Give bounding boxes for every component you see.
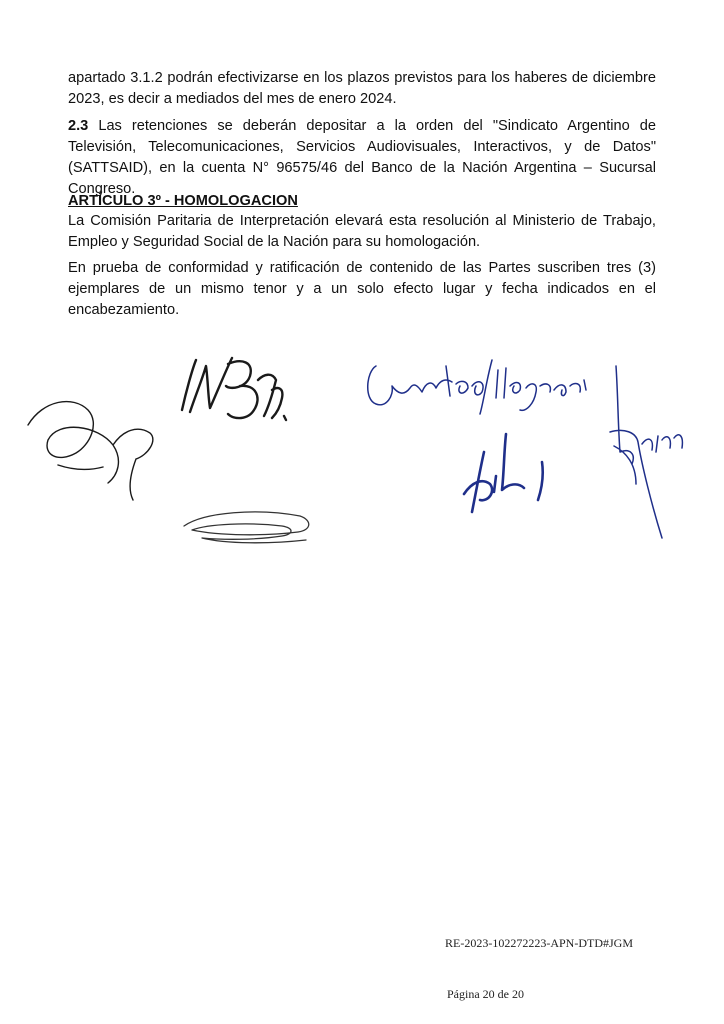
document-reference: RE-2023-102272223-APN-DTD#JGM [445, 936, 633, 950]
signature-1 [18, 375, 168, 510]
signature-5 [458, 422, 563, 522]
page-number: Página 20 de 20 [447, 987, 524, 1001]
signature-2 [168, 350, 293, 428]
signature-6 [596, 356, 691, 546]
signature-3 [178, 500, 318, 550]
signature-4 [360, 352, 600, 422]
paragraph-homologation: La Comisión Paritaria de Interpretación elevará esta resolución al Ministerio de Trabajo, Empleo y Seguridad Social de la Nación para su homologación. [68, 213, 656, 250]
paragraph-conformity: En prueba de conformidad y ratificación de contenido de las Partes suscriben tres (3) ejemplares de un mismo tenor y a un solo efecto lugar y fecha indicados en el encabezamiento. [68, 260, 656, 318]
section-number: 2.3 [68, 118, 89, 134]
article-heading: ARTÍCULO 3º - HOMOLOGACION [68, 193, 298, 209]
paragraph-retention-deposit [68, 116, 656, 200]
paragraph-retention-deposit-text: Las retenciones se deberán depositar a la orden del "Sindicato Argentino de Televisión, Telecomunicaciones, Servicios Audiovisuales, Interactivos, y de Datos" (SATTSAID), en la cuenta N° 96575/46 del Banco de la Nación Argentina – Sucursal Congreso. [68, 118, 656, 197]
paragraph-retention-timing: apartado 3.1.2 podrán efectivizarse en los plazos previstos para los haberes de diciembre 2023, es decir a mediados del mes de enero 2024. [68, 70, 656, 107]
